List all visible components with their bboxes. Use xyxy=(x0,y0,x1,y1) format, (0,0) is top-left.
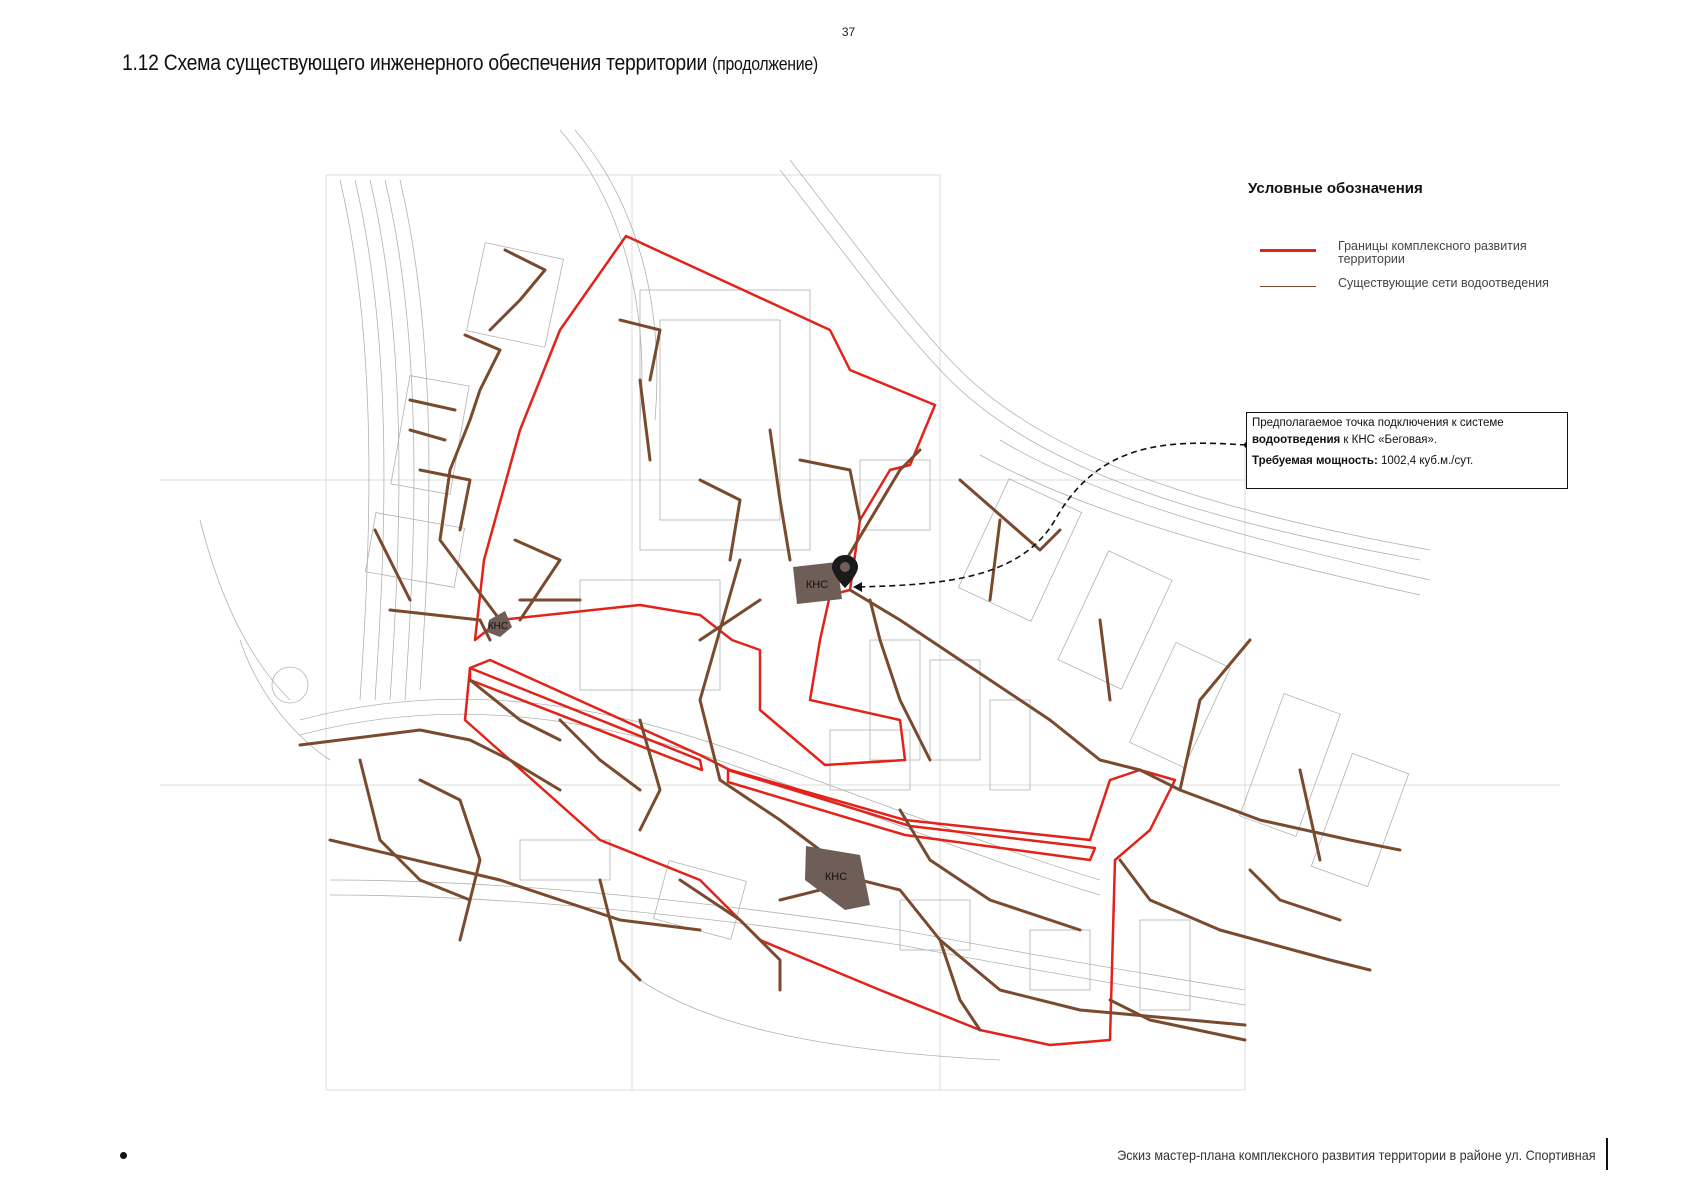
page-title-suffix: (продолжение) xyxy=(712,54,818,74)
legend-swatch-sewer xyxy=(1260,286,1316,287)
legend-swatch-boundary xyxy=(1260,249,1316,252)
page-number: 37 xyxy=(841,25,856,39)
callout-line-3 xyxy=(1252,454,1562,469)
callout-line-3-bold: Требуемая мощность: xyxy=(1252,455,1378,467)
page-title-main: 1.12 Схема существующего инженерного обеспечения территории xyxy=(122,50,708,75)
connection-callout xyxy=(1246,412,1568,489)
connection-leader-dashed xyxy=(855,443,1246,587)
callout-line-3-rest: 1002,4 куб.м./сут. xyxy=(1377,455,1474,467)
legend-item-sewer xyxy=(1260,277,1568,290)
connection-point xyxy=(832,442,1250,592)
footer-divider xyxy=(1606,1138,1608,1170)
callout-line-2 xyxy=(1252,433,1562,448)
footer-document-title: Эскиз мастер-плана комплексного развития территории в районе ул. Спортивная xyxy=(1117,1147,1596,1163)
callout-line-2-bold: водоотведения xyxy=(1252,434,1341,446)
pump-station-west-label: КНС xyxy=(487,621,509,632)
legend-label-boundary: Границы комплексного развития территории xyxy=(1338,239,1527,266)
pump-station-north-label: КНС xyxy=(805,579,829,591)
callout-line-1: Предполагаемое точка подключения к системе xyxy=(1252,417,1504,429)
connection-arrowhead xyxy=(853,582,862,592)
callout-line-2-rest: к КНС «Беговая». xyxy=(1340,434,1438,446)
map-sheet-grid xyxy=(160,175,1560,1090)
footer-bullet xyxy=(120,1152,127,1159)
legend-item-boundary xyxy=(1260,240,1568,266)
pump-station-south-label: КНС xyxy=(824,871,848,883)
legend-title: Условные обозначения xyxy=(1248,180,1423,197)
legend-label-sewer: Существующие сети водоотведения xyxy=(1338,276,1549,290)
pump-station-west xyxy=(487,611,512,637)
pump-station-south xyxy=(805,846,870,910)
territory-boundary xyxy=(465,236,1175,1045)
